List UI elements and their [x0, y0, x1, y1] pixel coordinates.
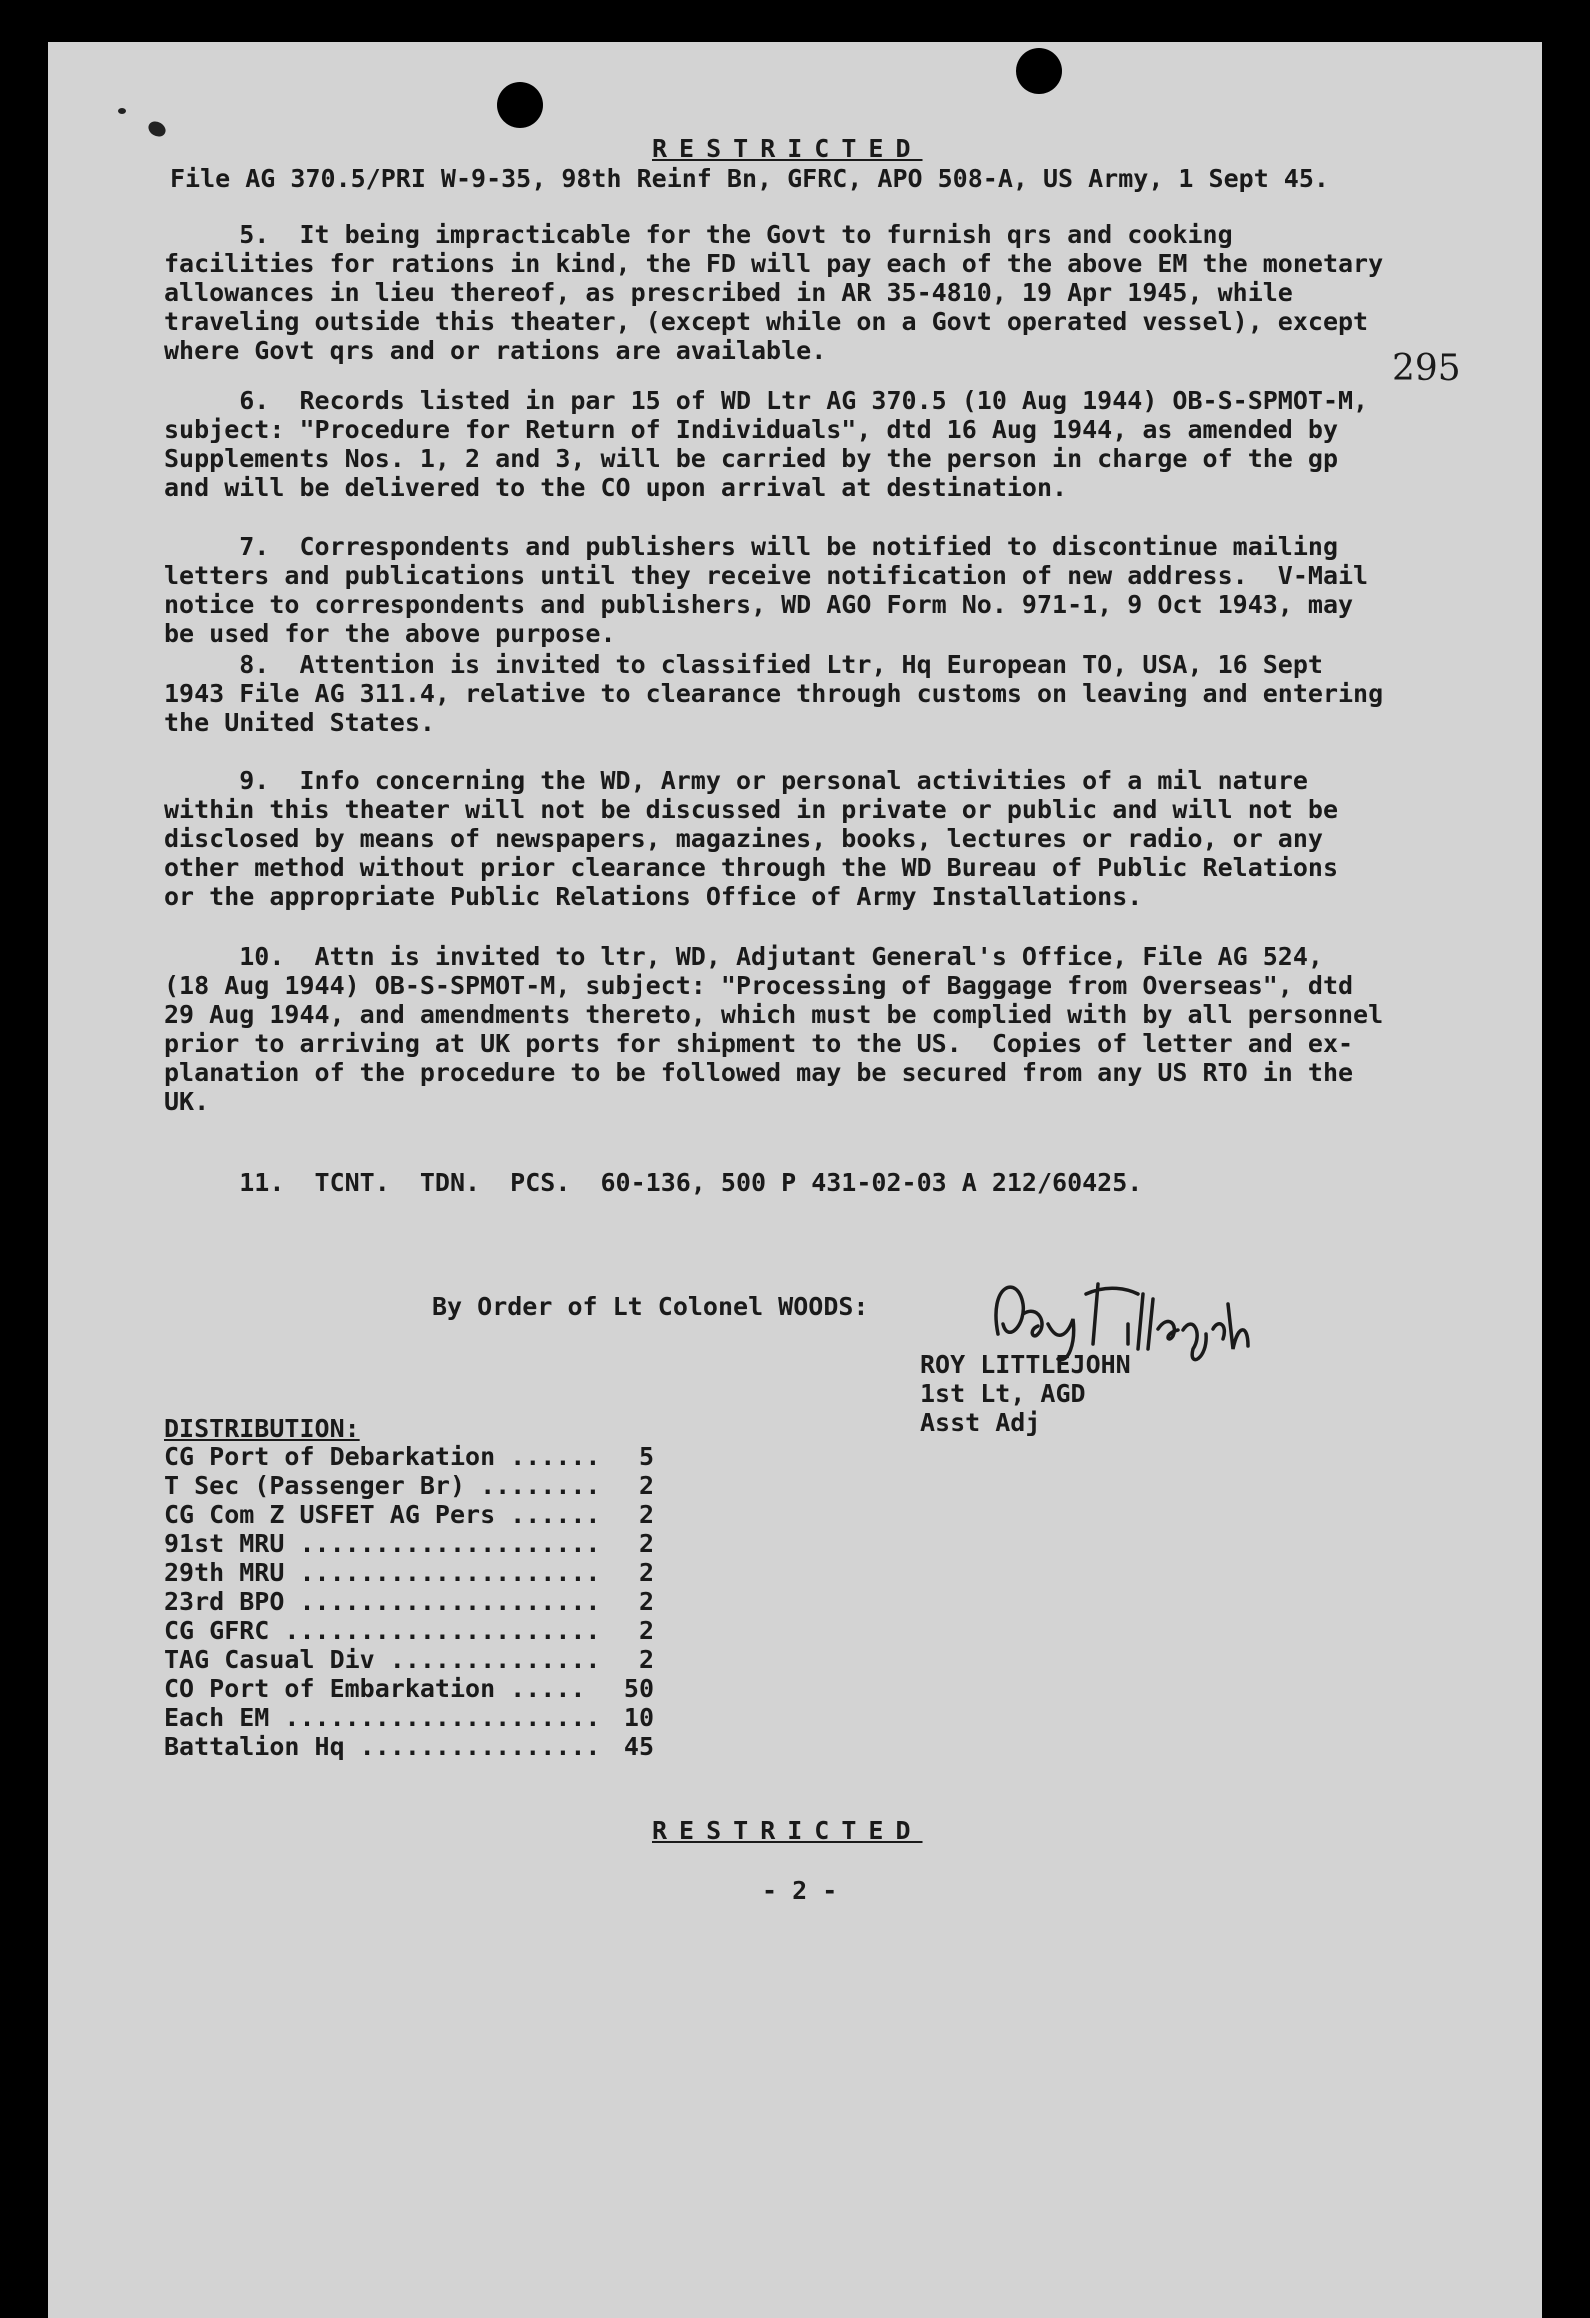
by-order-line: By Order of Lt Colonel WOODS: — [432, 1292, 869, 1321]
paragraph-line: prior to arriving at UK ports for shipment to the US. Copies of letter and ex- — [164, 1029, 1354, 1058]
page-number: - 2 - — [762, 1876, 838, 1905]
paragraph-line: 11. TCNT. TDN. PCS. 60-136, 500 P 431-02-03 A 212/60425. — [164, 1168, 1143, 1197]
paragraph-line: disclosed by means of newspapers, magazines, books, lectures or radio, or any — [164, 824, 1323, 853]
paragraph-line: allowances in lieu thereof, as prescribed in AR 35-4810, 19 Apr 1945, while — [164, 278, 1293, 307]
distribution-count: 2 — [638, 1587, 654, 1616]
distribution-recipient: Battalion Hq ................ — [164, 1732, 601, 1761]
distribution-heading: DISTRIBUTION: — [164, 1414, 360, 1443]
paragraph-line: 10. Attn is invited to ltr, WD, Adjutant General's Office, File AG 524, — [164, 942, 1323, 971]
distribution-recipient: T Sec (Passenger Br) ........ — [164, 1471, 601, 1500]
distribution-count: 5 — [638, 1442, 654, 1471]
punch-hole-right — [1016, 48, 1062, 94]
paragraph-line: and will be delivered to the CO upon arrival at destination. — [164, 473, 1068, 502]
paragraph-line: within this theater will not be discussed in private or public and will not be — [164, 795, 1338, 824]
paragraph-line: 1943 File AG 311.4, relative to clearance through customs on leaving and entering — [164, 679, 1384, 708]
distribution-count: 50 — [623, 1674, 654, 1703]
page-stamp: 295 — [1392, 348, 1461, 389]
punch-hole-left — [497, 82, 543, 128]
speck — [146, 118, 169, 139]
speck — [118, 108, 126, 114]
scan-border — [1542, 0, 1590, 2318]
distribution-recipient: Each EM ..................... — [164, 1703, 601, 1732]
distribution-count: 2 — [638, 1558, 654, 1587]
distribution-count: 10 — [623, 1703, 654, 1732]
paragraph-line: 5. It being impracticable for the Govt to furnish qrs and cooking — [164, 220, 1233, 249]
distribution-recipient: CG Port of Debarkation ...... — [164, 1442, 601, 1471]
distribution-recipient: CG GFRC ..................... — [164, 1616, 601, 1645]
distribution-count: 2 — [638, 1529, 654, 1558]
document-page — [48, 42, 1542, 2318]
paragraph-line: or the appropriate Public Relations Office of Army Installations. — [164, 882, 1143, 911]
distribution-recipient: 23rd BPO .................... — [164, 1587, 601, 1616]
distribution-count: 2 — [638, 1616, 654, 1645]
distribution-recipient: 91st MRU .................... — [164, 1529, 601, 1558]
paragraph-line: facilities for rations in kind, the FD will pay each of the above EM the monetary — [164, 249, 1384, 278]
distribution-recipient: 29th MRU .................... — [164, 1558, 601, 1587]
paragraph-line: where Govt qrs and or rations are available. — [164, 336, 827, 365]
paragraph-line: Supplements Nos. 1, 2 and 3, will be carried by the person in charge of the gp — [164, 444, 1338, 473]
signer-rank: 1st Lt, AGD — [920, 1379, 1086, 1408]
distribution-count: 2 — [638, 1471, 654, 1500]
paragraph-line: other method without prior clearance through the WD Bureau of Public Relations — [164, 853, 1338, 882]
paragraph-line: the United States. — [164, 708, 435, 737]
distribution-recipient: CO Port of Embarkation ..... — [164, 1674, 586, 1703]
footer-classification: RESTRICTED — [652, 1816, 923, 1845]
paragraph-line: 29 Aug 1944, and amendments thereto, which must be complied with by all personnel — [164, 1000, 1384, 1029]
distribution-count: 2 — [638, 1645, 654, 1674]
paragraph-line: be used for the above purpose. — [164, 619, 616, 648]
header-classification: RESTRICTED — [652, 134, 923, 163]
distribution-recipient: CG Com Z USFET AG Pers ...... — [164, 1500, 601, 1529]
paragraph-line: 6. Records listed in par 15 of WD Ltr AG 370.5 (10 Aug 1944) OB-S-SPMOT-M, — [164, 386, 1369, 415]
paragraph-line: 8. Attention is invited to classified Ltr, Hq European TO, USA, 16 Sept — [164, 650, 1323, 679]
paragraph-line: subject: "Procedure for Return of Individuals", dtd 16 Aug 1944, as amended by — [164, 415, 1338, 444]
distribution-recipient: TAG Casual Div .............. — [164, 1645, 601, 1674]
distribution-count: 45 — [623, 1732, 654, 1761]
paragraph-line: UK. — [164, 1087, 210, 1116]
paragraph-line: 9. Info concerning the WD, Army or personal activities of a mil nature — [164, 766, 1308, 795]
signer-name: ROY LITTLEJOHN — [920, 1350, 1131, 1379]
paragraph-line: 7. Correspondents and publishers will be notified to discontinue mailing — [164, 532, 1338, 561]
paragraph-line: traveling outside this theater, (except while on a Govt operated vessel), except — [164, 307, 1369, 336]
file-reference-line: File AG 370.5/PRI W-9-35, 98th Reinf Bn, GFRC, APO 508-A, US Army, 1 Sept 45. — [170, 164, 1329, 193]
distribution-count: 2 — [638, 1500, 654, 1529]
paragraph-line: planation of the procedure to be followed may be secured from any US RTO in the — [164, 1058, 1354, 1087]
paragraph-line: notice to correspondents and publishers, WD AGO Form No. 971-1, 9 Oct 1943, may — [164, 590, 1354, 619]
paragraph-line: (18 Aug 1944) OB-S-SPMOT-M, subject: "Processing of Baggage from Overseas", dtd — [164, 971, 1354, 1000]
paragraph-line: letters and publications until they receive notification of new address. V-Mail — [164, 561, 1369, 590]
signer-title: Asst Adj — [920, 1408, 1041, 1437]
